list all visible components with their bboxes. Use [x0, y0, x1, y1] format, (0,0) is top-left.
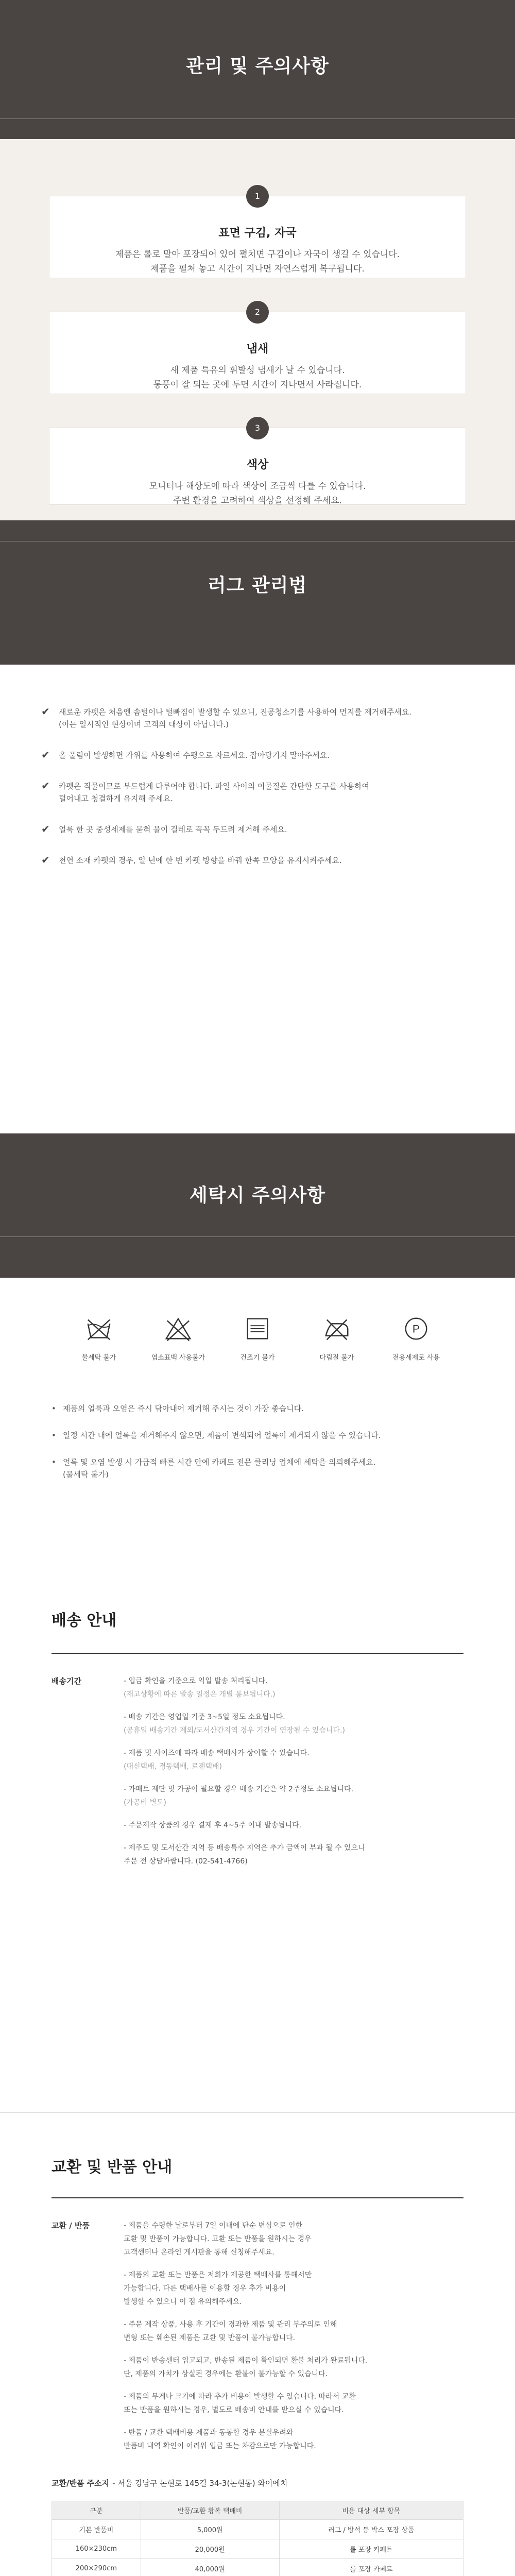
list-item	[124, 1747, 464, 1773]
table-header-cell: 구분	[52, 2501, 141, 2520]
table-cell: 200×290cm	[52, 2559, 141, 2576]
list-item: - 제품을 수령한 날로부터 7일 이내에 단순 변심으로 인한 교환 및 반품이 가능합니다. 고환 또는 반품을 원하시는 경우 고객센터나 온라인 게시판을 통해 신청해주세요.	[124, 2222, 312, 2257]
rug-item-text: 새로운 카펫은 처음엔 솜털이나 털빠짐이 발생할 수 있으니, 진공청소기를 사용하여 먼지를 제거해주세요. (이는 일시적인 현상이며 고객의 대상이 아닙니다.)	[59, 707, 412, 729]
return-fee-table	[52, 2501, 464, 2576]
shipping-title: 배송 안내	[52, 1612, 117, 1630]
wash-header	[0, 1133, 515, 1278]
list-item	[124, 1783, 464, 1809]
wash-title: 세탁시 주의사항	[190, 1185, 325, 1206]
svg-text:P: P	[412, 1323, 420, 1335]
exchange-title: 교환 및 반품 안내	[52, 2158, 173, 2176]
list-item	[124, 1710, 464, 1737]
care-header	[0, 0, 515, 139]
item-subtext: (재고상황에 따른 발송 일정은 개별 통보됩니다.)	[124, 1690, 276, 1699]
washtub-crossed-icon	[84, 1314, 114, 1344]
rug-title: 러그 관리법	[208, 575, 307, 596]
list-item	[52, 1456, 464, 1481]
care-card-wrinkle	[49, 191, 466, 278]
table-cell: 20,000원	[141, 2539, 279, 2559]
rug-care-list	[0, 665, 515, 1133]
exchange-items	[124, 2219, 464, 2462]
table-row	[52, 2520, 464, 2539]
care-card-body: 제품은 롤로 말아 포장되어 있어 펼치면 구김이나 자국이 생길 수 있습니다. 제품을 펼쳐 놓고 시간이 지나면 자연스럽게 복구됩니다.	[115, 249, 400, 274]
care-title: 관리 및 주의사항	[186, 56, 329, 77]
wash-symbol-label: 다림질 불가	[319, 1354, 354, 1362]
bullet-icon: •	[52, 1458, 56, 1467]
item-text: - 주문제작 상품의 경우 결제 후 4~5주 이내 발송됩니다.	[124, 1821, 302, 1829]
rug-header	[0, 520, 515, 665]
list-item	[41, 749, 474, 761]
list-item	[52, 1429, 464, 1442]
wash-symbol	[302, 1314, 372, 1396]
exchange-block	[0, 2219, 515, 2462]
exchange-divider	[52, 2197, 464, 2198]
item-text: - 배송 기간은 영업일 기준 3~5일 정도 소요됩니다.	[124, 1713, 285, 1721]
rug-item-text: 올 풀림이 발생하면 가위를 사용하여 수평으로 자르세요. 잡아당기지 말아주세요.	[59, 751, 330, 760]
wash-symbol	[143, 1314, 213, 1396]
wash-icon-row	[0, 1278, 515, 1396]
care-card-title: 표면 구김, 자국	[218, 227, 297, 240]
list-item	[41, 823, 474, 836]
wash-notes	[0, 1396, 515, 1582]
care-card-title: 냄새	[246, 343, 269, 355]
care-card-color	[49, 423, 466, 506]
table-cell: 160×230cm	[52, 2539, 141, 2559]
rug-item-text: 카펫은 직물이므로 부드럽게 다루어야 합니다. 파일 사이의 이물질은 간단한 도구를 사용하여 털어내고 청결하게 유지해 주세요.	[59, 782, 370, 803]
list-item	[124, 1841, 464, 1868]
table-row	[52, 2539, 464, 2559]
table-cell: 40,000원	[141, 2559, 279, 2576]
item-text: - 제품 및 사이즈에 따라 배송 택배사가 상이할 수 있습니다.	[124, 1749, 310, 1757]
shipping-label: 배송기간	[52, 1676, 81, 1686]
shipping-section	[0, 1582, 515, 2112]
wash-symbol-label: 전용세제로 사용	[392, 1354, 440, 1362]
return-address-value: - 서울 강남구 논현로 145길 34-3(논현동) 와이에치	[112, 2479, 288, 2488]
table-cell: 기본 반품비	[52, 2520, 141, 2539]
list-item	[41, 854, 474, 867]
shipping-items	[124, 1674, 464, 1877]
wash-note-text: 제품의 얼룩과 오염은 즉시 닦아내어 제거해 주시는 것이 가장 좋습니다.	[63, 1404, 304, 1413]
wash-symbol	[381, 1314, 451, 1396]
iron-crossed-icon	[322, 1314, 352, 1344]
exchange-section	[0, 2113, 515, 2576]
item-subtext: (가공비 별도)	[124, 1799, 166, 1807]
check-icon: ✔	[41, 854, 50, 866]
exchange-label: 교환 / 반품	[52, 2221, 90, 2230]
bullet-icon: •	[52, 1431, 56, 1440]
item-text: - 제주도 및 도서산간 지역 등 배송특수 지역은 추가 금액이 부과 될 수 있으니 주문 전 상담바랍니다. (02-541-4766)	[124, 1844, 365, 1866]
bullet-icon: •	[52, 1404, 56, 1413]
dryer-crossed-icon	[243, 1314, 272, 1344]
table-cell: 롤 포장 카페트	[279, 2539, 463, 2559]
table-cell: 러그 / 방석 등 박스 포장 상품	[279, 2520, 463, 2539]
shipping-block	[0, 1674, 515, 1877]
table-header-row	[52, 2501, 464, 2520]
list-item	[41, 706, 474, 731]
care-header-divider	[0, 118, 515, 119]
check-icon: ✔	[41, 749, 50, 761]
table-row	[52, 2559, 464, 2576]
drycleaning-p-icon	[401, 1314, 431, 1344]
list-item: - 제품이 반송센터 입고되고, 반송된 제품이 확인되면 환불 처리가 완료됩니다. 단, 제품의 가치가 상실된 경우에는 환불이 불가능할 수 있습니다.	[124, 2357, 368, 2378]
wash-symbol	[222, 1314, 293, 1396]
wash-symbol	[64, 1314, 134, 1396]
list-item	[124, 1674, 464, 1701]
rug-item-text: 천연 소재 카펫의 경우, 일 년에 한 번 카펫 방향을 바꿔 한쪽 모양을 유지시켜주세요.	[59, 856, 342, 865]
shipping-divider	[52, 1653, 464, 1654]
item-subtext: (공휴일 배송기간 제외/도서산간지역 경우 기간이 연장될 수 있습니다.)	[124, 1726, 345, 1735]
wash-symbol-label: 물세탁 불가	[81, 1354, 116, 1362]
check-icon: ✔	[41, 779, 50, 792]
list-item	[124, 1819, 464, 1832]
table-cell: 5,000원	[141, 2520, 279, 2539]
table-header-cell: 반품/교환 왕복 택배비	[141, 2501, 279, 2520]
wash-header-divider	[0, 1236, 515, 1237]
return-address	[0, 2462, 515, 2488]
care-card-number: 1	[246, 185, 269, 208]
list-item: - 반품 / 교환 택배비용 제품과 동봉할 경우 분실우려와 반품비 내역 확인이 어려워 입금 또는 차감으로만 가능합니다.	[124, 2429, 316, 2450]
table-header-cell: 비용 대상 세부 항목	[279, 2501, 463, 2520]
list-item: - 제품의 무게나 크기에 따라 추가 비용이 발생할 수 있습니다. 따라서 교환 또는 반품을 원하시는 경우, 별도로 배송비 안내를 받으실 수 있습니다.	[124, 2393, 356, 2414]
care-card-body: 모니터나 해상도에 따라 색상이 조금씩 다를 수 있습니다. 주변 환경을 고려하여 색상을 선정해 주세요.	[149, 481, 366, 506]
care-panel	[0, 139, 515, 520]
table-cell: 롤 포장 카페트	[279, 2559, 463, 2576]
wash-note-text: 일정 시간 내에 얼룩을 제거해주지 않으면, 제품이 변색되어 얼룩이 제거되지 않을 수 있습니다.	[63, 1431, 381, 1440]
check-icon: ✔	[41, 705, 50, 718]
care-card-body: 새 제품 특유의 휘발성 냄새가 날 수 있습니다. 통풍이 잘 되는 곳에 두면 시간이 지나면서 사라집니다.	[153, 365, 362, 390]
item-subtext: (대신택배, 경동택배, 로젠택배)	[124, 1762, 222, 1771]
list-item: - 제품의 교환 또는 반품은 저희가 제공한 택배사를 통해서만 가능합니다. 다른 택배사를 이용할 경우 추가 비용이 발생할 수 있으니 이 점 유의해주세요.	[124, 2271, 312, 2306]
list-item	[41, 780, 474, 805]
list-item: - 주문 제작 상품, 사용 후 기간이 경과한 제품 및 관리 부주의로 인해 변형 또는 훼손된 제품은 교환 및 반품이 불가능합니다.	[124, 2320, 337, 2342]
wash-symbol-label: 건조기 불가	[240, 1354, 275, 1362]
wash-symbol-label: 염소표백 사용불가	[151, 1354, 205, 1362]
list-item	[52, 1402, 464, 1415]
return-address-label: 교환/반품 주소지	[52, 2479, 110, 2488]
bleach-crossed-icon	[163, 1314, 193, 1344]
check-icon: ✔	[41, 823, 50, 835]
rug-item-text: 얼룩 한 곳 중성세제를 묻혀 물이 걸레로 꼭꼭 두드려 제거해 주세요.	[59, 825, 287, 834]
care-card-title: 색상	[246, 459, 269, 471]
care-card-number: 2	[246, 301, 269, 324]
item-text: - 카페트 제단 및 가공이 필요할 경우 배송 기간은 약 2주정도 소요됩니다.	[124, 1785, 354, 1793]
item-text: - 입금 확인을 기준으로 익일 발송 처리됩니다.	[124, 1677, 268, 1685]
wash-note-text: 얼룩 및 오염 발생 시 가급적 빠른 시간 안에 카페트 전문 클리닝 업체에 세탁을 의뢰해주세요. (물세탁 불가)	[63, 1458, 376, 1479]
care-card-smell	[49, 307, 466, 394]
care-card-number: 3	[246, 417, 269, 439]
